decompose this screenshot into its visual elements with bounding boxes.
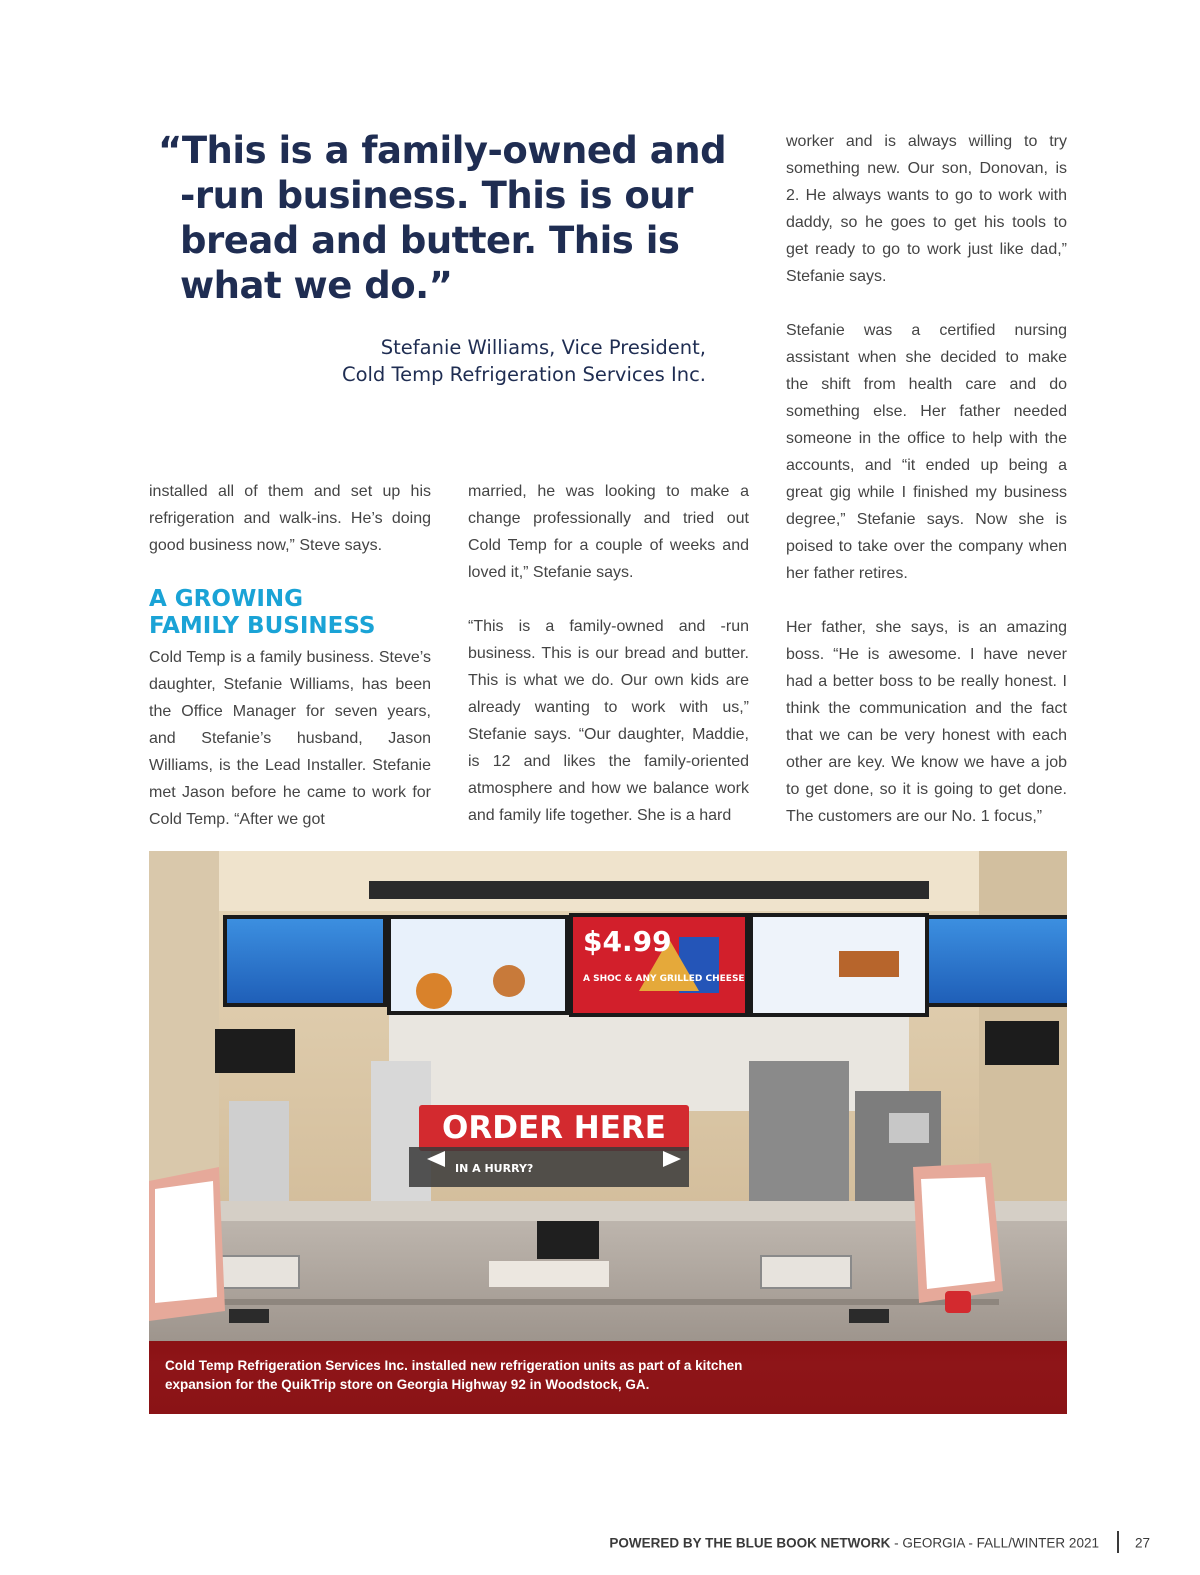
pull-quote (158, 128, 727, 308)
pull-quote-line: what we do.” (180, 264, 453, 307)
page-number: 27 (1134, 1535, 1150, 1551)
publication-name: POWERED BY THE BLUE BOOK NETWORK (609, 1535, 891, 1551)
body-paragraph: “This is a family-owned and -run business. This is our bread and butter. This is what we do. Our own kids are already wanting to work with us,” Stefanie says. “Our daughter, Maddie, is 12 and likes the family-oriented atmosphere and how we balance work and family life together. She is a hard (468, 618, 749, 824)
order-here-text: ORDER HERE (442, 1110, 666, 1146)
order-here-sign (409, 1105, 689, 1187)
article-column-3 (786, 128, 1067, 830)
caption-line: Cold Temp Refrigeration Services Inc. installed new refrigeration units as part of a kitchen (165, 1358, 743, 1373)
section-heading-line: FAMILY BUSINESS (149, 613, 376, 639)
section-heading (149, 586, 431, 640)
store-counter-illustration (149, 851, 1067, 1414)
article-column-1 (149, 478, 431, 833)
promo-text: A SHOC & ANY GRILLED CHEESE (583, 974, 745, 984)
pull-quote-line: -run business. This is our (180, 174, 693, 217)
body-paragraph: worker and is always willing to try something new. Our son, Donovan, is 2. He always wants to go to work with daddy, so he goes to get his tools to get ready to go to work just like dad,” Stefanie says. (786, 133, 1067, 285)
attribution-company: Cold Temp Refrigeration Services Inc. (341, 363, 706, 386)
quote-attribution (300, 334, 706, 388)
menu-screens (223, 913, 1067, 1017)
price-text: $4.99 (583, 925, 672, 958)
page-footer (560, 1533, 1150, 1555)
article-column-2 (468, 478, 749, 829)
attribution-name: Stefanie Williams, Vice President, (380, 336, 706, 359)
pull-quote-line: bread and butter. This is (180, 219, 680, 262)
caption-line: expansion for the QuikTrip store on Georgia Highway 92 in Woodstock, GA. (165, 1377, 650, 1392)
body-paragraph: installed all of them and set up his refrigeration and walk-ins. He’s doing good business now,” Steve says. (149, 483, 431, 554)
pull-quote-line: “This is a family-owned and (158, 129, 727, 172)
body-paragraph: Cold Temp is a family business. Steve’s daughter, Stefanie Williams, has been the Office Manager for seven years, and Stefanie’s husband, Jason Williams, is the Lead Installer. Stefanie met Jason before he came to work for Cold Temp. “After we got (149, 649, 431, 828)
edition-label: - GEORGIA - FALL/WINTER 2021 (890, 1535, 1099, 1551)
in-a-hurry-text: IN A HURRY? (455, 1162, 534, 1175)
photo-caption (165, 1356, 825, 1394)
footer-divider (1117, 1531, 1119, 1553)
article-photo (149, 851, 1067, 1414)
body-paragraph: Stefanie was a certified nursing assistant when she decided to make the shift from health care and do something else. Her father needed someone in the office to help with the accounts, and “it ended up being a great gig while I finished my business degree,” Stefanie says. Now she is poised to take over the company when her father retires. (786, 322, 1067, 582)
body-paragraph: married, he was looking to make a change professionally and tried out Cold Temp for a couple of weeks and loved it,” Stefanie says. (468, 483, 749, 581)
body-paragraph: Her father, she says, is an amazing boss. “He is awesome. I have never had a better boss to be really honest. I think the communication and the fact that we can be very honest with each other are key. We know we have a job to get done, so it is going to get done. The customers are our No. 1 focus,” (786, 619, 1067, 825)
section-heading-line: A GROWING (149, 586, 304, 612)
